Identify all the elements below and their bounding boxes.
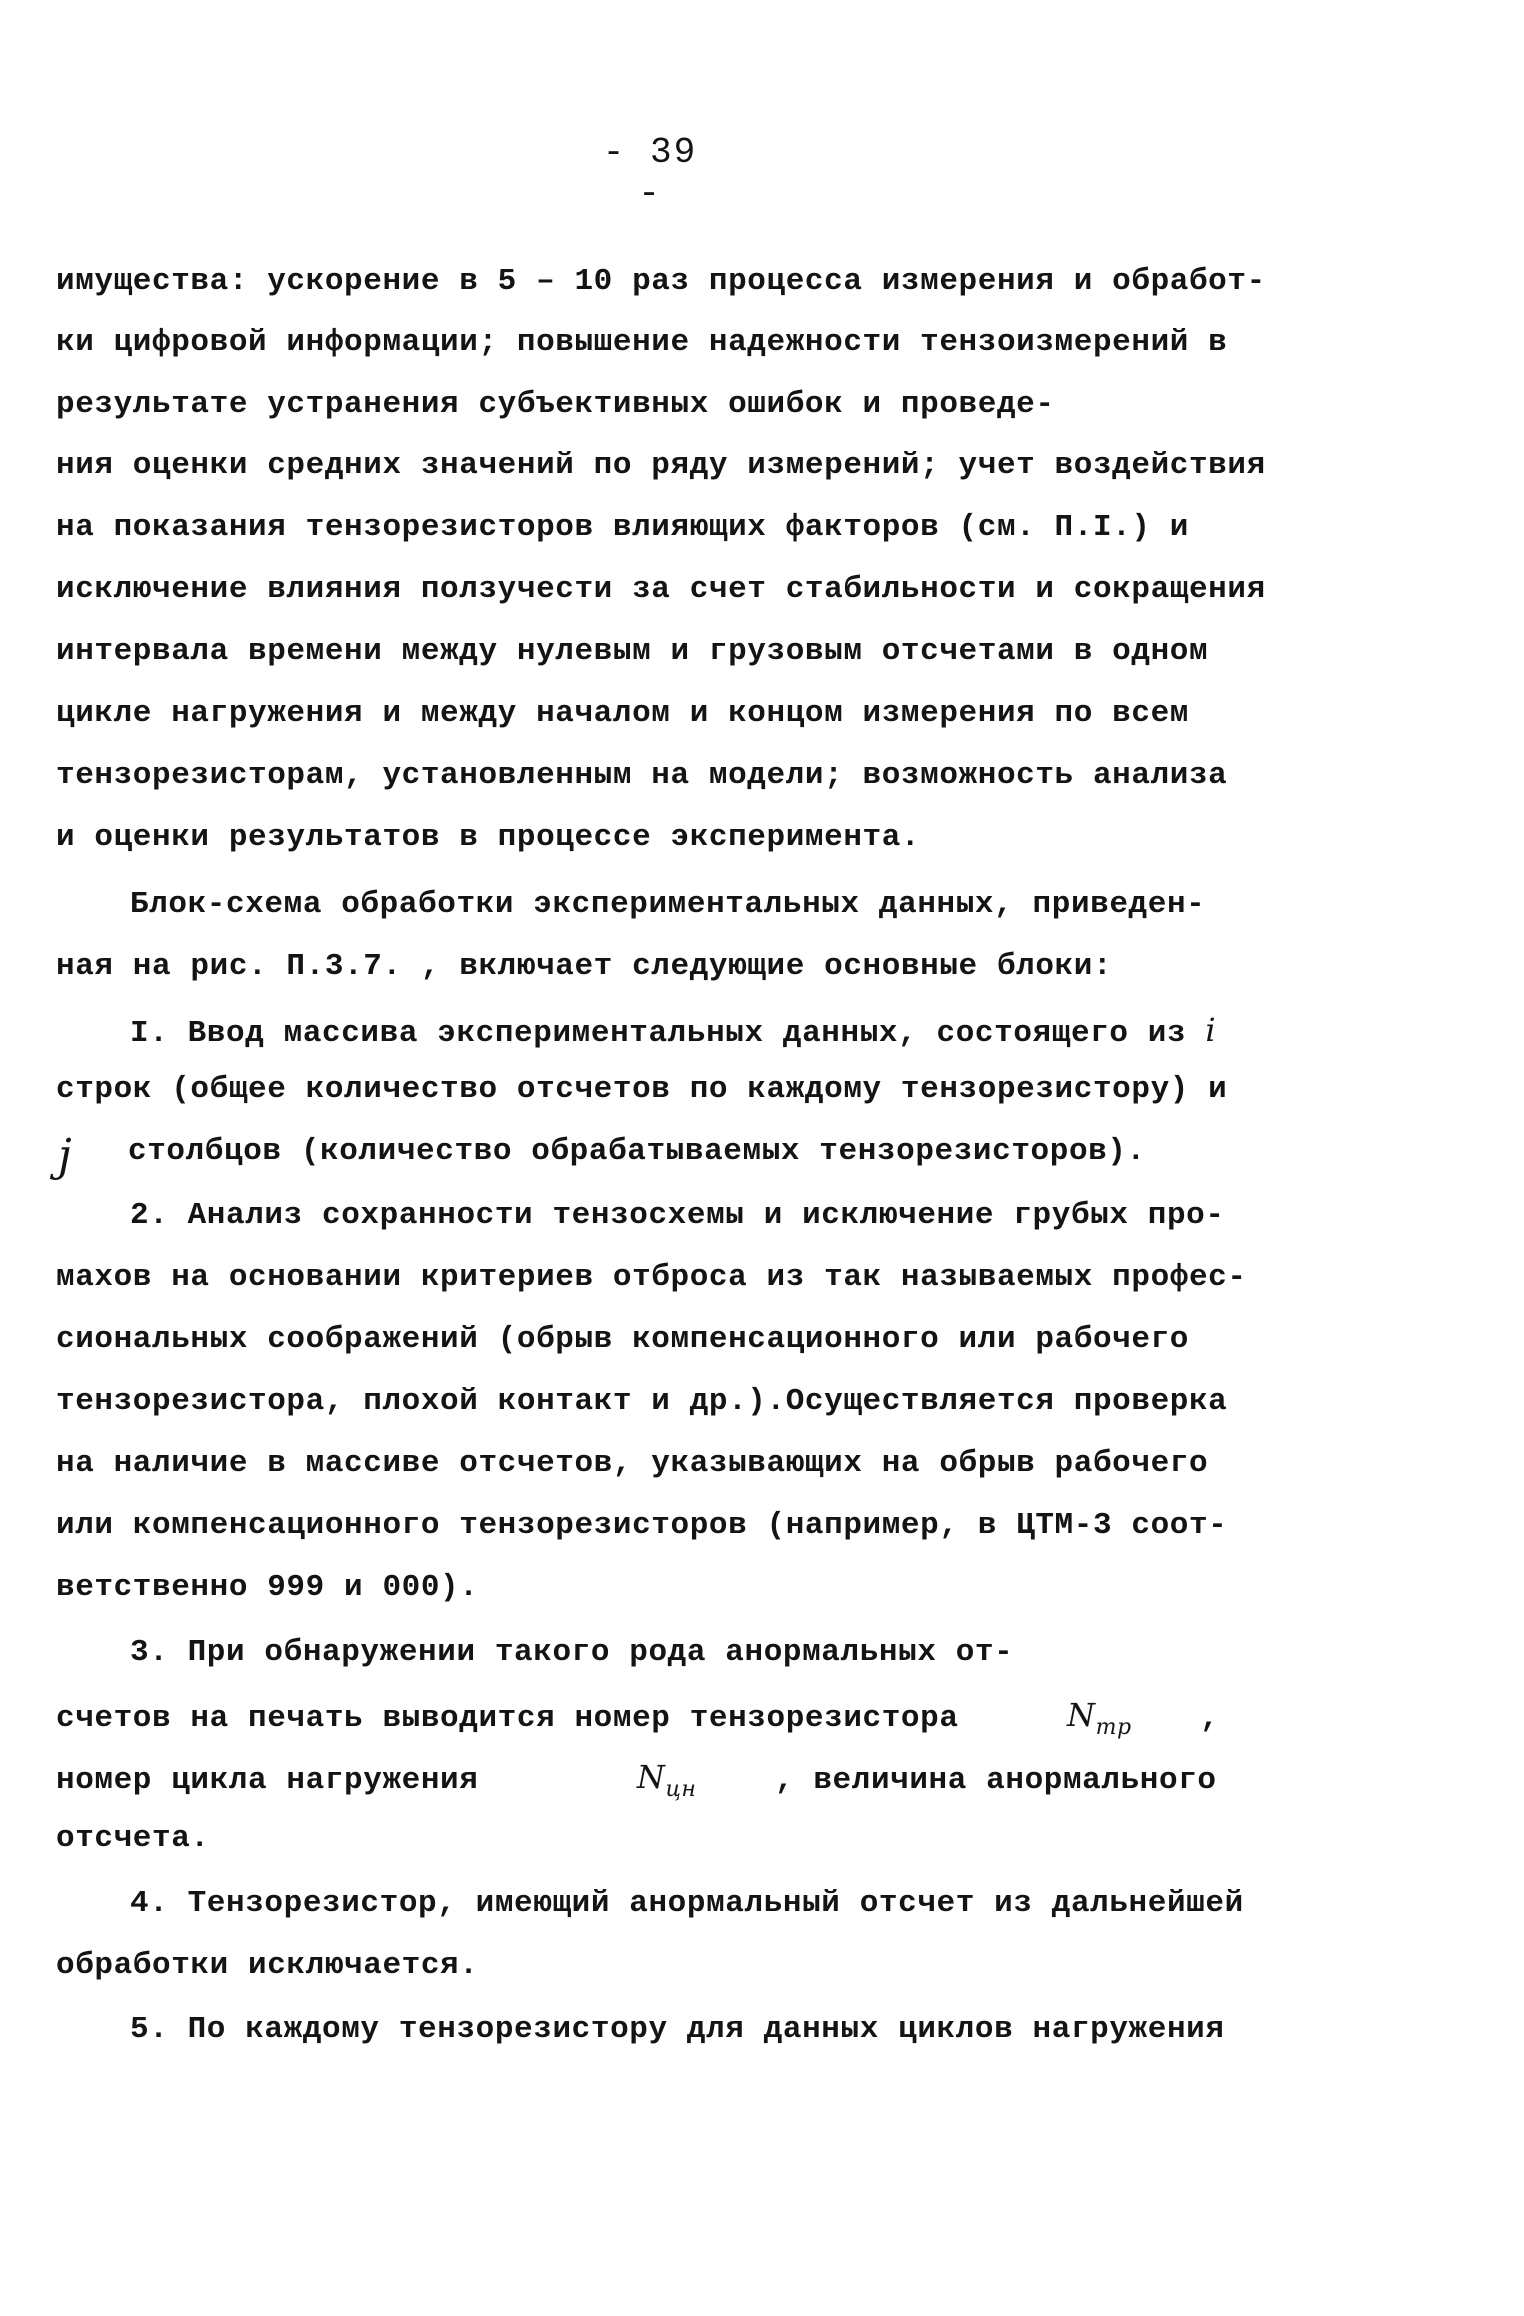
text-line: ки цифровой информации; повышение надежности тензоизмерений в <box>56 325 1228 360</box>
text-line: интервала времени между нулевым и грузовым отсчетами в одном <box>56 634 1209 669</box>
text-line: махов на основании критериев отброса из так называемых профес- <box>56 1260 1247 1295</box>
symbol-i: i <box>1205 1011 1217 1049</box>
text-line: имущества: ускорение в 5 – 10 раз процесса измерения и обработ- <box>56 264 1266 299</box>
text-line: I. Ввод массива экспериментальных данных, состоящего из <box>130 1016 1187 1051</box>
formula-line <box>56 1757 1217 1810</box>
formula-line <box>56 1695 1219 1748</box>
text-line: или компенсационного тензорезисторов (например, в ЦТМ-3 соот- <box>56 1508 1228 1543</box>
symbol-n-tr: $N_{тр}$ <box>1066 1696 1132 1740</box>
text-line: обработки исключается. <box>56 1948 479 1983</box>
text-line: , величина анормального <box>774 1763 1217 1798</box>
text-line: ветственно 999 и 000). <box>56 1570 479 1605</box>
list-item-1 <box>130 1010 1216 1054</box>
text-line: 2. Анализ сохранности тензосхемы и исключение грубых про- <box>130 1198 1225 1233</box>
symbol-j: j <box>58 1130 72 1181</box>
symbol-n-cn: $N_{цн}$ <box>636 1758 697 1802</box>
text-line: номер цикла нагружения <box>56 1763 479 1798</box>
text-line: столбцов (количество обрабатываемых тензорезисторов). <box>128 1134 1146 1169</box>
text-line: и оценки результатов в процессе эксперимента. <box>56 820 921 855</box>
text-line: результате устранения субъективных ошибок и проведе- <box>56 387 1055 422</box>
text-line: счетов на печать выводится номер тензорезистора <box>56 1701 959 1736</box>
text-line: тензорезистора, плохой контакт и др.).Осуществляется проверка <box>56 1384 1228 1419</box>
text-line: 4. Тензорезистор, имеющий анормальный отсчет из дальнейшей <box>130 1886 1244 1921</box>
text-line: исключение влияния ползучести за счет стабильности и сокращения <box>56 572 1266 607</box>
text-line: отсчета. <box>56 1821 210 1856</box>
text-line: ная на рис. П.3.7. , включает следующие основные блоки: <box>56 949 1113 984</box>
text-line: строк (общее количество отсчетов по каждому тензорезистору) и <box>56 1072 1228 1107</box>
text-line: 3. При обнаружении такого рода анормальных от- <box>130 1635 1014 1670</box>
text-line: на показания тензорезисторов влияющих факторов (см. П.I.) и <box>56 510 1189 545</box>
text-line: ния оценки средних значений по ряду измерений; учет воздействия <box>56 448 1266 483</box>
text-line: на наличие в массиве отсчетов, указывающих на обрыв рабочего <box>56 1446 1209 1481</box>
text-line: Блок-схема обработки экспериментальных данных, приведен- <box>130 887 1206 922</box>
page-number: - 39 - <box>602 132 698 214</box>
symbol-comma: , <box>1200 1701 1220 1736</box>
text-line: цикле нагружения и между началом и концом измерения по всем <box>56 696 1189 731</box>
text-line: 5. По каждому тензорезистору для данных циклов нагружения <box>130 2012 1225 2047</box>
text-line: тензорезисторам, установленным на модели; возможность анализа <box>56 758 1228 793</box>
text-line: сиональных соображений (обрыв компенсационного или рабочего <box>56 1322 1189 1357</box>
